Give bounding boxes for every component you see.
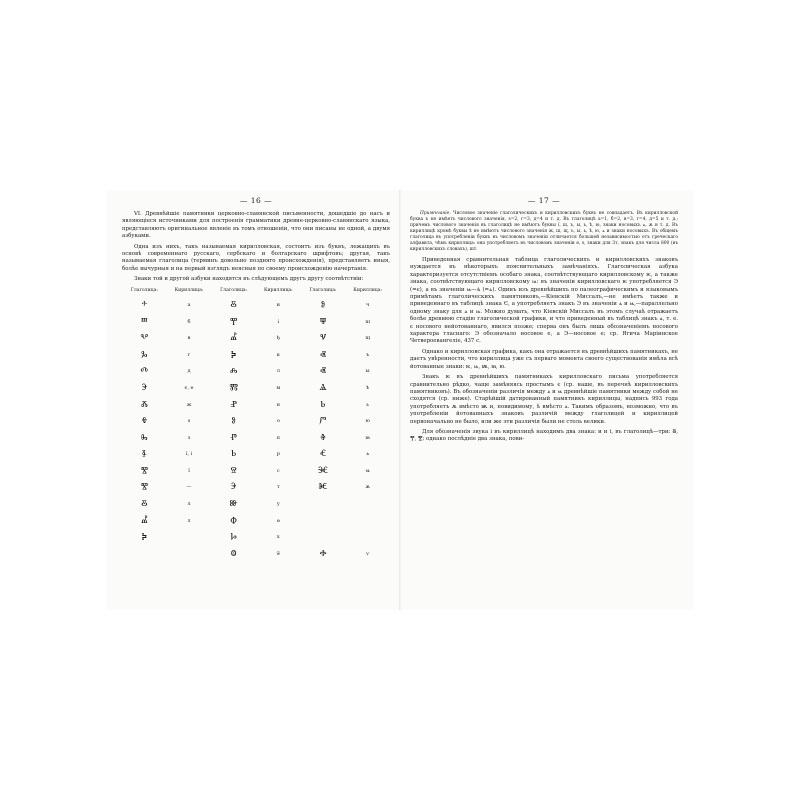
table-header-cell: Кириллица: xyxy=(353,287,383,293)
cyrillic-letter: р xyxy=(276,451,280,458)
table-row xyxy=(122,529,390,546)
cyrillic-letter: т xyxy=(276,484,280,491)
paragraph: Приведенная сравнительная таблица глаголическихъ и кирилловскихъ знаковъ нуждается въ нѣкоторыхъ пояснительныхъ замѣчаніяхъ. Глаголическая азбука характеризуется отсутствіемъ особаго знака, соотвѣтствующаго кирилловскому ѥ, а также знака, соотвѣтствующаго кирилловскому ѩ: въ значеніи кирилловскаго ѥ употребляется Э (=є), а въ значеніи ѩ—Ѧ (=ѧ). Одинъ изъ древнѣйшихъ по палеографическимъ и языковымъ примѣтамъ глаголическихъ памятниковъ,—Кіевскій Миссалъ,—не имѣетъ также и приведеннаго въ таблицѣ знака Є, а употребляетъ знакъ Э въ значеніи ѧ и ѩ,—параллельно одному знаку для ѧ и ѩ. Можно думать, что Кіевскій Миссалъ въ этомъ случаѣ отражаетъ болѣе древнюю стадію глаголической графики, и что приведенный въ таблицѣ знакъ ѧ, т. е. є носового нейотованнаго, явился позже; сперва онъ былъ лишь обозначеніемъ носового характера гласнаго: Э обозначало носовое е, а Э—носовое е; ср. Ягича Маріинское Четвероевангеліе, 437 с. xyxy=(410,257,678,345)
cyrillic-letter: а xyxy=(187,301,191,308)
cyrillic-letter: х xyxy=(276,534,280,541)
table-row xyxy=(122,496,390,513)
cyrillic-letter: щ xyxy=(365,335,370,342)
glagolitic-letter: Ⰻ xyxy=(230,299,237,310)
page-number: — 16 — xyxy=(239,196,273,205)
glagolitic-letter: Ⰲ xyxy=(140,333,149,344)
table-row xyxy=(122,479,390,496)
glagolitic-letter: Ⱆ xyxy=(229,499,238,510)
table-row xyxy=(122,446,390,463)
cyrillic-letter: у xyxy=(276,501,280,508)
glagolitic-letter: Ⱇ xyxy=(230,515,237,526)
table-row xyxy=(122,380,390,397)
cyrillic-letter: ѿ xyxy=(276,550,280,557)
cyrillic-letter: о xyxy=(276,418,280,425)
glagolitic-letter: Ⱏ xyxy=(320,366,326,377)
glagolitic-letter: Ⱗ xyxy=(317,465,329,476)
table-row xyxy=(122,346,390,363)
glagolitic-letter: Ⰻ xyxy=(141,499,148,510)
glagolitic-letter: Ⱀ xyxy=(230,399,237,410)
table-header-cell: Кириллица: xyxy=(174,287,204,293)
glagolitic-letter: Ⱛ xyxy=(142,449,147,460)
cyrillic-letter: ш xyxy=(365,318,370,325)
cyrillic-letter: л xyxy=(276,368,280,375)
page-number: — 17 — xyxy=(527,196,561,205)
cyrillic-letter: м xyxy=(276,384,281,391)
footnote-text: Числовое значеніе глаголическихъ и кирилловскихъ буквъ не совпадаетъ. Въ кирилловской буква ъ не имѣетъ числового значенія, ѕ=2, г=3, д=4 и т. д. Въ глаголицѣ а=1, б=2, в=3, г=4, д=5 и т. д.; причемъ числового значенія въ глаголицѣ не имѣютъ буквы ї, ш, ъ, ы, ь, ѣ, ю, знаки носовыхъ ѧ, ѫ и т. д. Въ кириллицѣ кромѣ буквы ѣ не имѣютъ числового значенія ж, ш, щ, ъ, ы, ь, ѣ, ю, ѧ и знаки носовыхъ. Въ общемъ глаголица въ употребленіи буквъ въ числовомъ значеніи отличается большей независимостью отъ греческаго алфавита, чѣмъ кириллица: она употребляетъ въ числовомъ значеніи ѳ, ѕ, знаки для 3т, знакъ для числа 800 (въ кирилловскихъ словахъ), шт. xyxy=(410,211,679,252)
table-header-cell: Кириллица: xyxy=(263,287,293,293)
cyrillic-letter: и xyxy=(276,301,280,308)
table-header-cell: Глаголица: xyxy=(309,287,337,293)
book-gutter xyxy=(399,190,401,610)
glagolitic-letter: Ⱁ xyxy=(320,299,326,310)
glagolitic-letter: Ⰾ xyxy=(229,366,238,377)
glagolitic-letter: Ⰶ xyxy=(140,399,148,410)
cyrillic-letter: ї, і xyxy=(185,451,193,458)
cyrillic-letter: ѧ xyxy=(366,451,370,458)
paragraph: Однако и кирилловская графика, какъ она отражается въ древнѣйшихъ памятникахъ, не даетъ увѣренности, что кириллица уже съ перваго момента своего существованія имѣла всѣ йотованные знаки: ѥ, ѩ, ѭ, ꙗ, ю. xyxy=(410,348,678,370)
cyrillic-letter: г xyxy=(187,351,191,358)
paragraph: Одна изъ нихъ, такъ называемая кирилловская, состоитъ изъ буквъ, лежащихъ въ основѣ современнаго русскаго, сербскаго и болгарскаго шрифтовъ; другая, такъ называемая глаголица (терминъ довольно поздняго происхожденія), представляетъ иныя, болѣе вычурныя и на первый взглядъ неясныя по своему происхожденію начертанія. xyxy=(122,243,390,272)
cyrillic-letter: ю xyxy=(365,418,370,425)
glagolitic-letter: Ⱔ xyxy=(319,449,327,460)
glagolitic-letter: Ⰴ xyxy=(140,366,149,377)
glagolitic-letter: Ⱃ xyxy=(320,399,326,410)
table-row xyxy=(122,396,390,413)
glagolitic-letter: Ⱖ xyxy=(319,432,326,443)
cyrillic-letter: к xyxy=(276,351,280,358)
glagolitic-letter: Ⱓ xyxy=(319,416,327,427)
cyrillic-letter: н xyxy=(276,401,280,408)
table-row xyxy=(122,297,390,314)
glagolitic-letter: Ⱏ xyxy=(320,349,326,360)
glagolitic-letter: Ⰿ xyxy=(229,382,238,393)
glagolitic-letter: Ⱚ xyxy=(319,548,327,559)
paragraph: Знакъ ѥ въ древнѣйшихъ памятникахъ кирилловскаго письма употребляется сравнительно рѣдко, чаще замѣняясь простымъ є (ср. наше, въ перечнѣ кирилловскихъ памятниковъ). Въ обозначеніи различія между ѧ и ѩ древнѣйшіе памятники между собой не сходятся (ср. ниже). Старѣйшій датированный памятникъ кириллицы, надпись 993 года употребляетъ ѫ вмѣсто ѭ и, повидимому, ѣ вмѣсто ѧ. Такимъ образомъ, возможно, что въ употребленіи йотованныхъ знаковъ различій между глаголицей и кириллицей первоначально не было, или же эти различія были не столь велики. xyxy=(410,374,678,425)
paragraph: VI. Древнѣйшіе памятники церковно-славянской письменности, дошедшіе до насъ и являющіеся источниками для построенія грамматики древне-церковно-славянскаго языка, представляютъ оригинальное явленіе въ томъ отношеніи, что они писаны не одной, а двумя азбуками. xyxy=(122,211,390,240)
cyrillic-letter: ѕ xyxy=(187,418,191,425)
glagolitic-letter: Ⰽ xyxy=(141,532,147,543)
paragraph: Для обозначенія звука і въ кириллицѣ находимъ два знака: и и і, въ глаголицѣ—три: Ⰻ, Ⰹ, Ⰺ; однако послѣдніе два знака, пови- xyxy=(410,428,678,443)
cyrillic-letter: в xyxy=(187,335,191,342)
table-row xyxy=(122,463,390,480)
glagolitic-letter: ⰰ xyxy=(141,299,147,310)
glagolitic-letter: Ⰼ xyxy=(230,333,237,344)
cyrillic-letter: ѫ xyxy=(365,484,370,491)
table-row xyxy=(122,330,390,347)
glagolitic-letter: Ⰽ xyxy=(231,349,237,360)
cyrillic-letter: ѵ xyxy=(365,550,370,557)
table-row xyxy=(122,413,390,430)
glagolitic-letter: Ⱁ xyxy=(231,416,236,427)
glagolitic-letter: Ⰷ xyxy=(141,416,148,427)
cyrillic-letter: і xyxy=(277,318,280,325)
cyrillic-letter: ꙗ xyxy=(365,434,370,441)
table-row xyxy=(122,512,390,529)
cyrillic-letter: б xyxy=(187,318,191,325)
glagolitic-letter: Ⱉ xyxy=(230,548,237,559)
cyrillic-letter: ѣ xyxy=(366,384,370,391)
left-page xyxy=(122,196,390,562)
table-row xyxy=(122,429,390,446)
table-header-cell: Глаголица: xyxy=(130,287,158,293)
footnote-label: Примѣчаніе. xyxy=(420,211,451,216)
cyrillic-letter: ь xyxy=(366,401,370,408)
cyrillic-letter: ъ xyxy=(366,351,370,358)
cyrillic-letter: ѩ xyxy=(365,467,370,474)
table-row xyxy=(122,546,390,563)
glagolitic-letter: Ⰵ xyxy=(141,382,148,393)
glagolitic-letter: Ⱈ xyxy=(230,532,237,543)
glagolitic-letter: Ⱎ xyxy=(141,316,148,327)
footnote xyxy=(410,211,678,253)
glagolitic-letter: Ⰹ xyxy=(229,316,238,327)
cyrillic-letter: ђ xyxy=(276,335,280,342)
table-row xyxy=(122,313,390,330)
cyrillic-letter: з xyxy=(187,434,191,441)
glagolitic-letter: Ⰼ xyxy=(141,515,148,526)
cyrillic-letter: ч xyxy=(366,301,370,308)
table-row xyxy=(122,363,390,380)
cyrillic-letter: ї xyxy=(188,467,190,474)
glagolitic-letter: Ⱃ xyxy=(231,449,237,460)
cyrillic-letter: ж xyxy=(186,401,192,408)
glagolitic-letter: Ⱑ xyxy=(319,382,327,393)
glagolitic-letter: Ⱄ xyxy=(230,465,237,476)
alphabet-table xyxy=(122,288,390,563)
right-page xyxy=(410,196,678,447)
cyrillic-letter: ѳ xyxy=(276,517,280,524)
paragraph: Знаки той и другой азбуки находятся въ слѣдующемъ другъ другу соотвѣтствіи: xyxy=(134,276,364,283)
glagolitic-letter: Ⰺ xyxy=(140,465,149,476)
cyrillic-letter: п xyxy=(276,434,280,441)
cyrillic-letter: д xyxy=(187,368,191,375)
cyrillic-letter: л xyxy=(187,517,191,524)
glagolitic-letter: Ⰺ xyxy=(140,482,149,493)
table-header-cell: Глаголица: xyxy=(220,287,248,293)
glagolitic-letter: Ⰸ xyxy=(141,432,148,443)
table-header xyxy=(122,288,390,293)
table-body xyxy=(122,297,390,563)
cyrillic-letter: л xyxy=(187,501,191,508)
cyrillic-letter: — xyxy=(186,484,192,491)
glagolitic-letter: Ⱋ xyxy=(319,316,327,327)
glagolitic-letter: Ⱌ xyxy=(319,333,327,344)
glagolitic-letter: Ⱘ xyxy=(318,482,328,493)
cyrillic-letter: ы xyxy=(365,368,370,375)
glagolitic-letter: Ⰵ xyxy=(230,482,237,493)
glagolitic-letter: Ⱂ xyxy=(230,432,238,443)
glagolitic-letter: Ⰳ xyxy=(141,349,148,360)
cyrillic-letter: є, е xyxy=(184,384,194,391)
cyrillic-letter: с xyxy=(276,467,280,474)
